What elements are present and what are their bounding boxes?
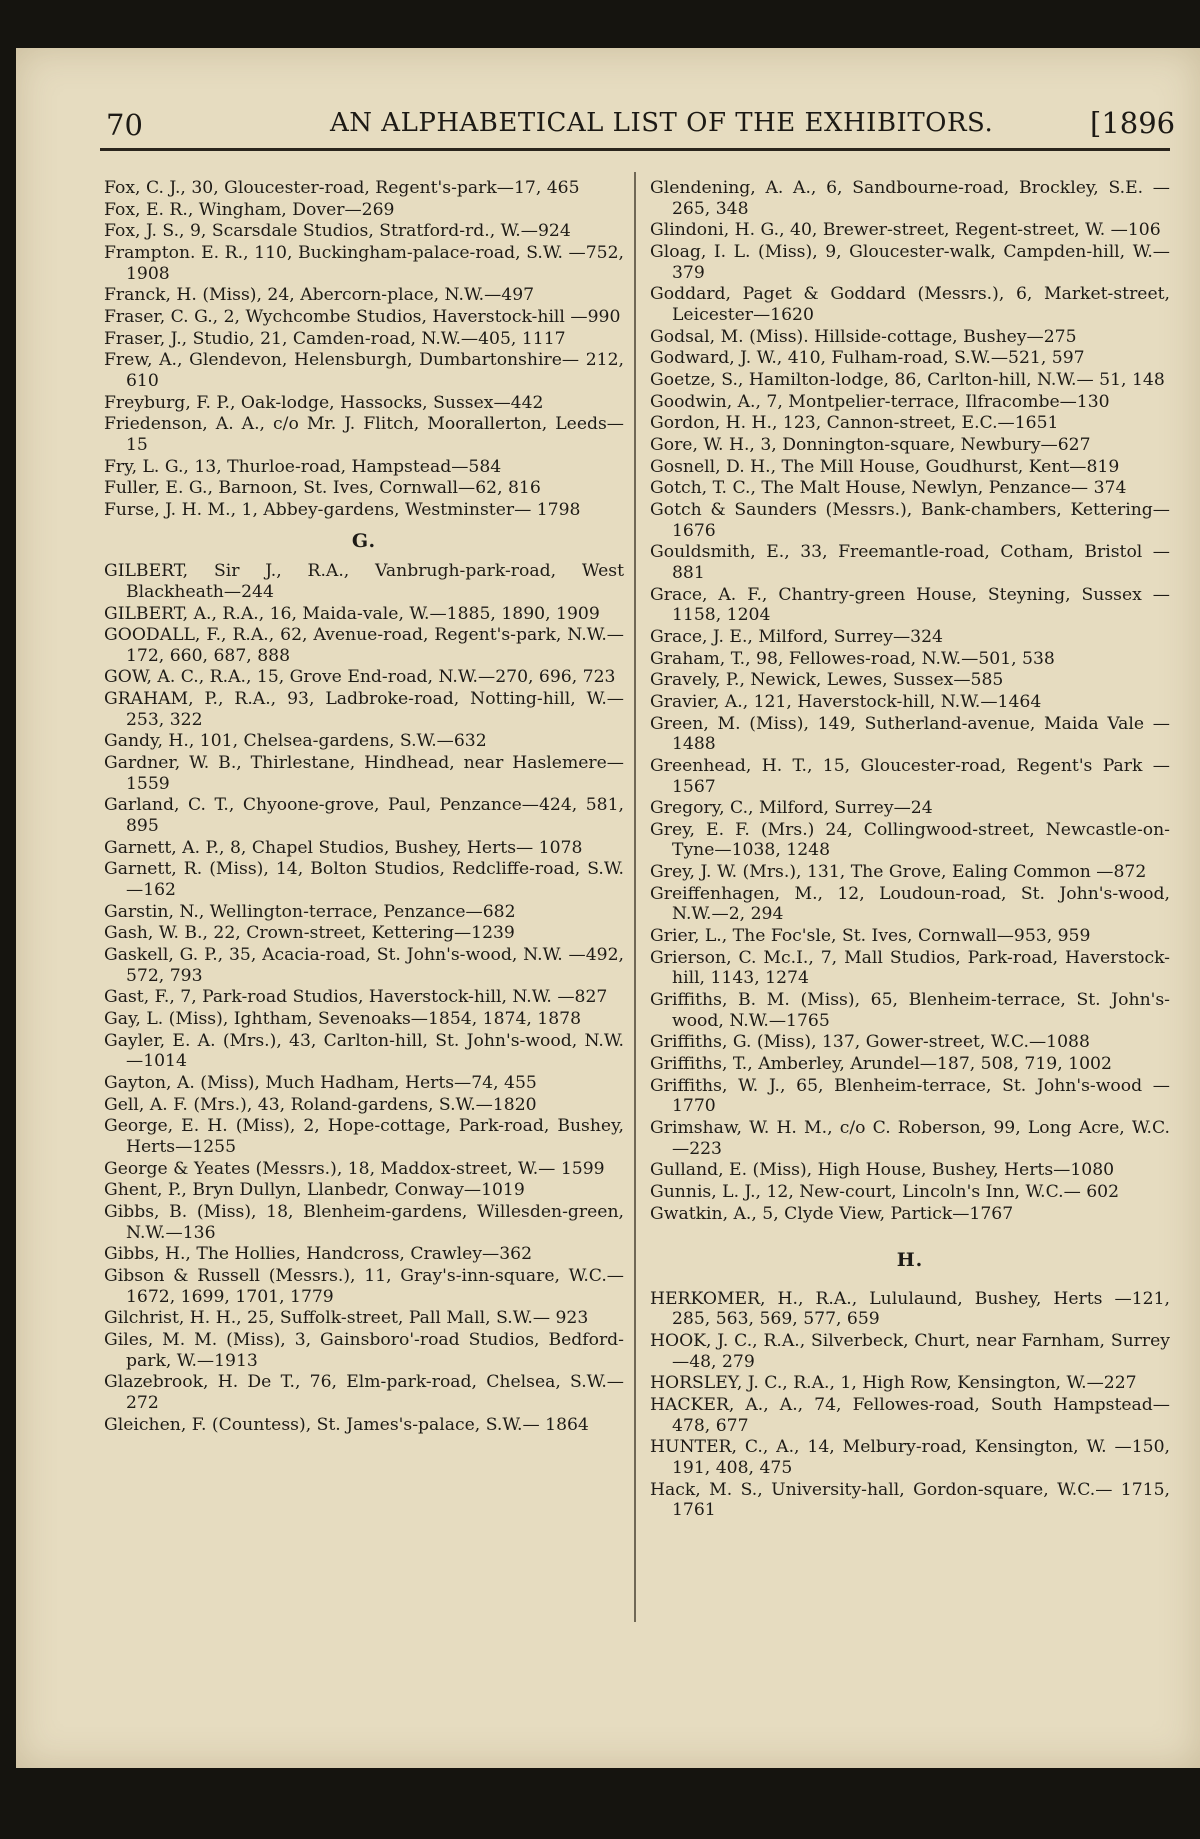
exhibitor-entry: Gayler, E. A. (Mrs.), 43, Carlton-hill, St. John's-wood, N.W.—1014 (104, 1030, 624, 1072)
exhibitor-entry: Fox, C. J., 30, Gloucester-road, Regent's-park—17, 465 (104, 178, 580, 198)
exhibitor-entry: Gravely, P., Newick, Lewes, Sussex—585 (650, 670, 1004, 691)
page-number: 70 (106, 108, 143, 142)
exhibitor-entry: George & Yeates (Messrs.), 18, Maddox-street, W.— 1599 (104, 1158, 605, 1179)
entries-g-left (104, 561, 624, 1435)
exhibitor-entry: Ghent, P., Bryn Dullyn, Llanbedr, Conway—1019 (104, 1180, 525, 1201)
exhibitor-entry: Grierson, C. Mc.I., 7, Mall Studios, Park-road, Haverstock-hill, 1143, 1274 (650, 947, 1170, 989)
exhibitor-entry: Garstin, N., Wellington-terrace, Penzance—682 (104, 901, 516, 922)
exhibitor-entry: Griffiths, B. M. (Miss), 65, Blenheim-terrace, St. John's-wood, N.W.—1765 (650, 990, 1170, 1031)
exhibitor-entry: Gell, A. F. (Mrs.), 43, Roland-gardens, S.W.—1820 (104, 1094, 537, 1115)
exhibitor-entry: Gordon, H. H., 123, Cannon-street, E.C.—1651 (650, 413, 1059, 434)
exhibitor-entry: Fox, J. S., 9, Scarsdale Studios, Stratford-rd., W.—924 (104, 221, 571, 242)
exhibitor-entry: Godsal, M. (Miss). Hillside-cottage, Bushey—275 (650, 326, 1077, 347)
exhibitor-entry: Gunnis, L. J., 12, New-court, Lincoln's Inn, W.C.— 602 (650, 1182, 1120, 1202)
section-heading-h: H. (896, 1249, 924, 1272)
exhibitor-entry: GILBERT, A., R.A., 16, Maida-vale, W.—1885, 1890, 1909 (104, 603, 600, 624)
exhibitor-entry: Gibbs, H., The Hollies, Handcross, Crawley—362 (104, 1244, 533, 1265)
exhibitor-entry: Green, M. (Miss), 149, Sutherland-avenue, Maida Vale —1488 (650, 713, 1170, 755)
exhibitor-entry: Garnett, R. (Miss), 14, Bolton Studios, Redcliffe-road, S.W.—162 (104, 859, 624, 900)
exhibitor-entry: HOOK, J. C., R.A., Silverbeck, Churt, near Farnham, Surrey—48, 279 (650, 1331, 1170, 1372)
exhibitor-entry: Gotch, T. C., The Malt House, Newlyn, Penzance— 374 (650, 478, 1127, 499)
exhibitor-entry: Giles, M. M. (Miss), 3, Gainsboro'-road Studios, Bedford-park, W.—1913 (104, 1329, 624, 1371)
exhibitor-entry: Goddard, Paget & Goddard (Messrs.), 6, Market-street, Leicester—1620 (650, 284, 1170, 325)
exhibitor-entry: HUNTER, C., A., 14, Melbury-road, Kensington, W. —150, 191, 408, 475 (650, 1437, 1170, 1478)
exhibitor-entry: Gash, W. B., 22, Crown-street, Kettering—1239 (104, 923, 515, 944)
exhibitor-entry: Griffiths, T., Amberley, Arundel—187, 508, 719, 1002 (650, 1054, 1112, 1075)
exhibitor-entry: Grimshaw, W. H. M., c/o C. Roberson, 99, Long Acre, W.C.—223 (650, 1118, 1170, 1159)
entries-g-right (650, 178, 1170, 1224)
exhibitor-entry: Freyburg, F. P., Oak-lodge, Hassocks, Sussex—442 (104, 392, 544, 413)
exhibitor-entry: GOODALL, F., R.A., 62, Avenue-road, Regent's-park, N.W.—172, 660, 687, 888 (104, 625, 624, 666)
exhibitor-entry: Fuller, E. G., Barnoon, St. Ives, Cornwall—62, 816 (104, 478, 541, 499)
right-column (650, 178, 1170, 1522)
exhibitor-entry: Garland, C. T., Chyoone-grove, Paul, Penzance—424, 581, 895 (104, 795, 624, 836)
exhibitor-entry: Gravier, A., 121, Haverstock-hill, N.W.—1464 (650, 691, 1042, 712)
exhibitor-entry: Gore, W. H., 3, Donnington-square, Newbury—627 (650, 434, 1091, 455)
year-marker: [1896 (1090, 106, 1176, 140)
exhibitor-entry: GOW, A. C., R.A., 15, Grove End-road, N.W.—270, 696, 723 (104, 667, 616, 688)
exhibitor-entry: Gay, L. (Miss), Ightham, Sevenoaks—1854, 1874, 1878 (104, 1009, 582, 1029)
section-heading-g: G. (351, 529, 377, 552)
exhibitor-entry: Grey, J. W. (Mrs.), 131, The Grove, Ealing Common —872 (650, 862, 1147, 883)
exhibitor-entry: Frampton. E. R., 110, Buckingham-palace-road, S.W. —752, 1908 (104, 243, 624, 284)
exhibitor-entry: GILBERT, Sir J., R.A., Vanbrugh-park-road, West Blackheath—244 (104, 561, 624, 602)
exhibitor-entry: Greiffenhagen, M., 12, Loudoun-road, St. John's-wood, N.W.—2, 294 (650, 883, 1170, 925)
exhibitor-entry: Gast, F., 7, Park-road Studios, Haverstock-hill, N.W. —827 (104, 987, 608, 1008)
exhibitor-entry: Glindoni, H. G., 40, Brewer-street, Regent-street, W. —106 (650, 220, 1161, 241)
exhibitor-entry: Greenhead, H. T., 15, Gloucester-road, Regent's Park —1567 (650, 755, 1170, 797)
exhibitor-entry: Furse, J. H. M., 1, Abbey-gardens, Westminster— 1798 (104, 500, 581, 521)
page-header (90, 58, 1176, 142)
exhibitor-entry: Godward, J. W., 410, Fulham-road, S.W.—521, 597 (650, 348, 1085, 369)
exhibitor-entry: Gardner, W. B., Thirlestane, Hindhead, near Haslemere—1559 (104, 753, 624, 794)
header-rule (100, 148, 1170, 151)
exhibitor-entry: Grier, L., The Foc'sle, St. Ives, Cornwall—953, 959 (650, 926, 1091, 947)
exhibitor-entry: Glendening, A. A., 6, Sandbourne-road, Brockley, S.E. —265, 348 (650, 178, 1170, 219)
exhibitor-entry: Garnett, A. P., 8, Chapel Studios, Bushey, Herts— 1078 (104, 837, 583, 858)
exhibitor-entry: Gibson & Russell (Messrs.), 11, Gray's-inn-square, W.C.—1672, 1699, 1701, 1779 (104, 1265, 624, 1307)
exhibitor-entry: Gibbs, B. (Miss), 18, Blenheim-gardens, Willesden-green, N.W.—136 (104, 1202, 624, 1243)
exhibitor-entry: Gleichen, F. (Countess), St. James's-palace, S.W.— 1864 (104, 1414, 589, 1435)
exhibitor-entry: Gregory, C., Milford, Surrey—24 (650, 798, 933, 819)
exhibitor-entry: George, E. H. (Miss), 2, Hope-cottage, Park-road, Bushey, Herts—1255 (104, 1116, 624, 1157)
exhibitor-entry: Fraser, C. G., 2, Wychcombe Studios, Haverstock-hill —990 (104, 307, 621, 328)
exhibitor-entry: HACKER, A., A., 74, Fellowes-road, South Hampstead—478, 677 (650, 1395, 1170, 1436)
exhibitor-entry: Gouldsmith, E., 33, Freemantle-road, Cotham, Bristol —881 (650, 542, 1170, 583)
exhibitor-entry: HERKOMER, H., R.A., Lululaund, Bushey, Herts —121, 285, 563, 569, 577, 659 (650, 1288, 1170, 1330)
exhibitor-entry: Goodwin, A., 7, Montpelier-terrace, Ilfracombe—130 (650, 391, 1110, 412)
exhibitor-entry: Gloag, I. L. (Miss), 9, Gloucester-walk, Campden-hill, W.—379 (650, 241, 1170, 283)
exhibitor-entry: GRAHAM, P., R.A., 93, Ladbroke-road, Notting-hill, W.—253, 322 (104, 689, 624, 730)
exhibitor-entry: Fraser, J., Studio, 21, Camden-road, N.W.—405, 1117 (104, 328, 566, 349)
exhibitor-entry: Griffiths, G. (Miss), 137, Gower-street, W.C.—1088 (650, 1032, 1090, 1053)
page-title: AN ALPHABETICAL LIST OF THE EXHIBITORS. (330, 108, 994, 138)
exhibitor-entry: Glazebrook, H. De T., 76, Elm-park-road, Chelsea, S.W.—272 (104, 1372, 624, 1413)
exhibitor-entry: HORSLEY, J. C., R.A., 1, High Row, Kensington, W.—227 (650, 1373, 1137, 1394)
exhibitor-entry: Fry, L. G., 13, Thurloe-road, Hampstead—584 (104, 456, 502, 477)
exhibitor-entry: Friedenson, A. A., c/o Mr. J. Flitch, Moorallerton, Leeds—15 (104, 414, 624, 455)
exhibitor-entry: Graham, T., 98, Fellowes-road, N.W.—501, 538 (650, 648, 1055, 669)
exhibitor-entry: Griffiths, W. J., 65, Blenheim-terrace, St. John's-wood —1770 (650, 1075, 1170, 1117)
exhibitor-entry: Grace, A. F., Chantry-green House, Steyning, Sussex —1158, 1204 (650, 584, 1170, 626)
exhibitor-entry: Gulland, E. (Miss), High House, Bushey, Herts—1080 (650, 1160, 1115, 1181)
exhibitor-entry: Gilchrist, H. H., 25, Suffolk-street, Pall Mall, S.W.— 923 (104, 1308, 589, 1329)
entries-h (650, 1289, 1170, 1521)
exhibitor-entry: Gosnell, D. H., The Mill House, Goudhurst, Kent—819 (650, 456, 1120, 477)
column-divider (634, 172, 636, 1622)
exhibitor-entry: Goetze, S., Hamilton-lodge, 86, Carlton-hill, N.W.— 51, 148 (650, 369, 1165, 390)
exhibitor-entry: Gwatkin, A., 5, Clyde View, Partick—1767 (650, 1203, 1014, 1224)
exhibitor-entry: Gandy, H., 101, Chelsea-gardens, S.W.—632 (104, 731, 487, 752)
exhibitor-entry: Hack, M. S., University-hall, Gordon-square, W.C.— 1715, 1761 (650, 1479, 1170, 1521)
exhibitor-entry: Grey, E. F. (Mrs.) 24, Collingwood-street, Newcastle-on-Tyne—1038, 1248 (650, 819, 1170, 861)
exhibitor-entry: Franck, H. (Miss), 24, Abercorn-place, N.W.—497 (104, 285, 535, 306)
exhibitor-entry: Frew, A., Glendevon, Helensburgh, Dumbartonshire— 212, 610 (104, 350, 624, 391)
exhibitor-entry: Grace, J. E., Milford, Surrey—324 (650, 626, 943, 647)
exhibitor-entry: Gaskell, G. P., 35, Acacia-road, St. John's-wood, N.W. —492, 572, 793 (104, 945, 624, 986)
exhibitor-entry: Fox, E. R., Wingham, Dover—269 (104, 199, 395, 220)
exhibitor-entry: Gayton, A. (Miss), Much Hadham, Herts—74, 455 (104, 1072, 537, 1093)
exhibitor-entry: Gotch & Saunders (Messrs.), Bank-chambers, Kettering—1676 (650, 500, 1170, 541)
left-column (104, 178, 624, 1436)
entries-before-g (104, 178, 624, 521)
